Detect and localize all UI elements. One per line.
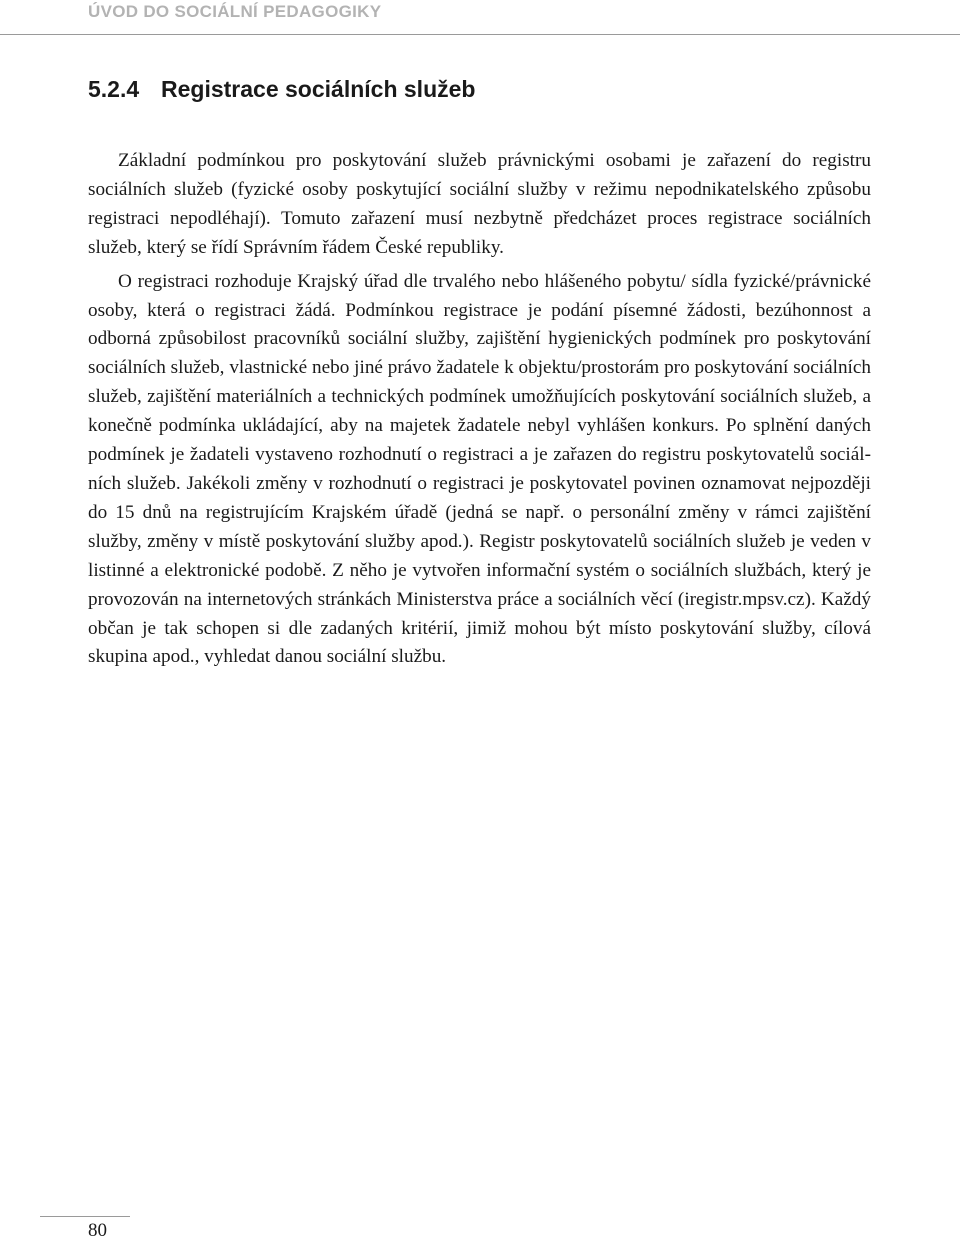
running-header: ÚVOD DO SOCIÁLNÍ PEDAGOGIKY [88, 2, 382, 21]
section-heading [88, 74, 475, 104]
section-title: Registrace sociálních služeb [161, 76, 476, 102]
section-number: 5.2.4 [88, 76, 140, 102]
paragraph-registration-requirement: Základní podmínkou pro poskytování služeb právnickými osobami je zařazení do registru sociálních služeb (fyzické osoby poskytující sociální služby v režimu nepodnikatelského způsobu registraci nepodléhají). Tomuto zařazení musí nezbytně předcházet proces registrace sociálních služeb, který se řídí Správním řádem České republiky. [88, 150, 871, 258]
header-divider [0, 34, 960, 35]
body-text [88, 147, 871, 677]
footer-divider [40, 1216, 130, 1217]
paragraph-registration-process: O registraci rozhoduje Krajský úřad dle trvalého nebo hlášeného pobytu/ sídla fyzické/právnické osoby, která o registraci žádá. Podmínkou registrace je podání písemné žádosti, bezúhonnost a odborná způsobilost pracovníků sociální služby, zajištění hygienických podmínek pro poskytování sociálních služeb, vlastnické nebo jiné právo žadatele k objektu/prostorám pro poskytování sociálních služeb, zajištění materiálních a technických podmínek umožňujících poskytování sociálních služeb, a konečně podmínka ukládající, aby na majetek žadatele nebyl vyhlášen konkurs. Po splnění daných podmínek je žadateli vystaveno rozhodnutí o registraci a je zařazen do registru poskytovatelů sociálních služeb. Jakékoli změny v rozhodnutí o registraci je poskytovatel povinen oznamovat nejpozději do 15 dnů na registrujícím Krajském úřadě (jedná se např. o personální změny v rámci zajištění služby, změny v místě poskytování služby apod.). Registr poskytovatelů sociálních služeb je veden v listinné a elektronické podobě. Z něho je vytvořen informační systém o sociálních službách, který je provozován na internetových stránkách Ministerstva práce a sociálních věcí (iregistr.mpsv.cz). Každý občan je tak schopen si dle zadaných kritérií, jimiž mohou být místo poskytování služby, cílová skupina apod., vyhledat danou sociální službu. [88, 270, 871, 668]
page-number: 80 [88, 1220, 107, 1241]
